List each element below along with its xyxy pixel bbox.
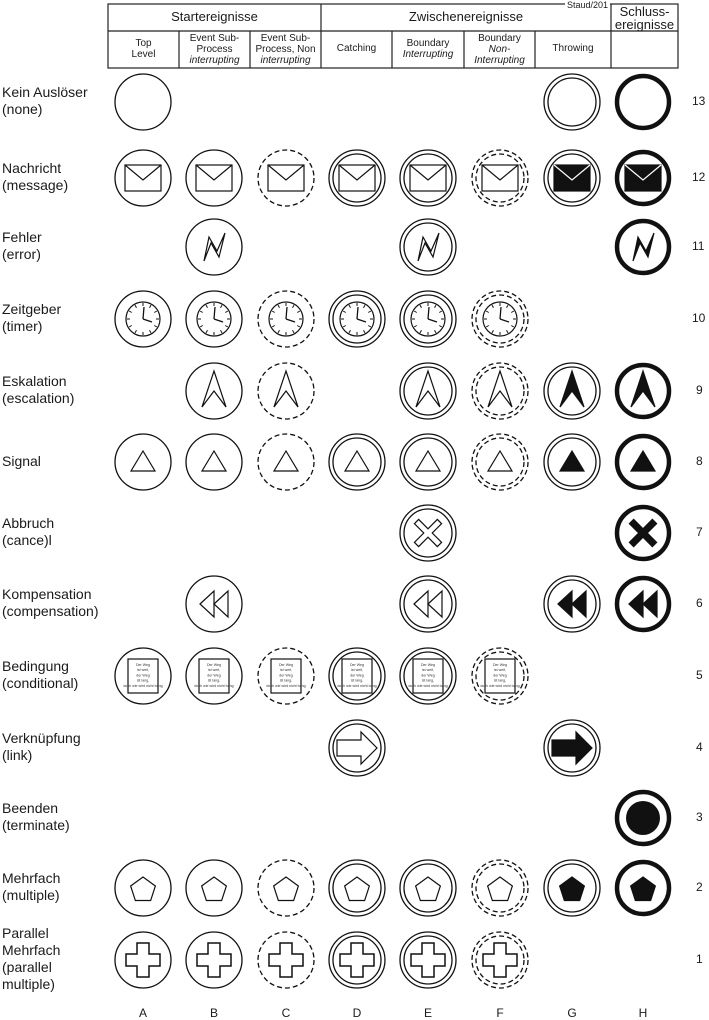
row-label-error: Fehler (error) — [2, 229, 42, 262]
conditional-text: der Weg — [350, 673, 364, 678]
subheader-line: Event Sub- — [189, 33, 240, 44]
row-label-conditional: Bedingung (conditional) — [2, 658, 79, 691]
signal-start-event-A — [115, 434, 171, 490]
multiple-start-event-A — [115, 860, 171, 916]
message-end-event-H — [617, 152, 669, 204]
column-letter: A — [138, 1006, 147, 1020]
column-subheader — [108, 38, 179, 60]
row-label-signal: Signal — [2, 452, 41, 469]
row-number: 11 — [692, 239, 705, 253]
timer-start-noninterrupting-event-C — [258, 291, 314, 347]
parallel-multiple-start-noninterrupting-event-C — [258, 932, 314, 988]
signal-start-noninterrupting-event-C — [258, 434, 314, 490]
conditional-text: ist weit, — [208, 668, 220, 673]
column-letter: G — [567, 1006, 577, 1020]
row-number: 6 — [696, 596, 703, 610]
multiple-end-event-H — [617, 862, 669, 914]
column-letter: C — [281, 1006, 291, 1020]
subheader-line: Process — [196, 44, 233, 55]
credit-label: Staud/201 — [567, 0, 609, 10]
row-number: 1 — [696, 952, 703, 966]
none-start-event-A — [115, 74, 171, 130]
message-start-event-A — [115, 150, 171, 206]
column-subheader — [179, 33, 250, 66]
conditional-text: Der Weg — [492, 663, 508, 667]
error-end-event-H — [617, 221, 669, 273]
row-label-cancel: Abbruch (cance)l — [2, 515, 55, 548]
message-start-noninterrupting-event-C — [258, 150, 314, 206]
row-number: 5 — [696, 668, 703, 682]
column-letter: H — [638, 1006, 648, 1020]
multiple-start-event-B — [186, 860, 242, 916]
compensation-intermediate-event-E — [400, 576, 456, 632]
conditional-text: ist lang, — [350, 678, 364, 683]
row-number: 4 — [696, 740, 703, 754]
terminate-end-event-H — [617, 792, 669, 844]
row-label-terminate: Beenden (terminate) — [2, 800, 70, 833]
column-letter: E — [423, 1006, 432, 1020]
conditional-text: der Weg — [279, 673, 293, 678]
link-intermediate-event-D — [329, 720, 385, 776]
escalation-intermediate-throw-event-G — [544, 363, 600, 419]
subheader-line: interrupting — [260, 55, 311, 66]
cancel-end-event-H — [617, 507, 669, 559]
parallel-multiple-intermediate-event-E — [400, 932, 456, 988]
column-subheader — [464, 33, 535, 66]
conditional-text: ist weit, — [422, 668, 434, 673]
none-intermediate-throw-event-G — [544, 74, 600, 130]
conditional-text: der Weg — [136, 673, 150, 678]
subheader-line: Boundary — [478, 33, 521, 44]
row-label-message: Nachricht (message) — [2, 160, 69, 193]
subheader-line: Interrupting — [402, 49, 454, 60]
timer-intermediate-noninterrupting-event-F — [472, 291, 528, 347]
subheader-line: Boundary — [406, 38, 450, 49]
conditional-text: ist lang, — [279, 678, 293, 683]
conditional-text: Der Weg — [420, 663, 436, 667]
escalation-intermediate-event-E — [400, 363, 456, 419]
conditional-intermediate-noninterrupting-event-F — [472, 648, 528, 704]
row-number: 10 — [692, 311, 706, 325]
column-subheader — [535, 43, 611, 54]
compensation-intermediate-throw-event-G — [544, 576, 600, 632]
subheader-line: Event Sub- — [260, 33, 311, 44]
row-label-timer: Zeitgeber (timer) — [2, 301, 62, 334]
conditional-text: doch wie wird nicht bang — [480, 683, 520, 688]
timer-start-event-B — [186, 291, 242, 347]
conditional-text: der Weg — [493, 673, 507, 678]
error-intermediate-event-E — [400, 219, 456, 275]
row-label-parallel-multiple: Parallel Mehrfach (parallel multiple) — [2, 925, 61, 992]
signal-intermediate-noninterrupting-event-F — [472, 434, 528, 490]
row-label-escalation: Eskalation (escalation) — [2, 373, 75, 406]
subheader-line: Top — [135, 38, 152, 49]
subheader-line: Throwing — [552, 43, 594, 54]
timer-intermediate-event-D — [329, 291, 385, 347]
message-start-event-B — [186, 150, 242, 206]
parallel-multiple-start-event-A — [115, 932, 171, 988]
subheader-line: Process, Non — [255, 44, 316, 55]
link-intermediate-throw-event-G — [544, 720, 600, 776]
column-subheader — [321, 43, 392, 54]
conditional-text: ist weit, — [494, 668, 506, 673]
row-label-none: Kein Auslöser (none) — [2, 84, 88, 117]
conditional-text: ist weit, — [351, 668, 363, 673]
cancel-intermediate-event-E — [400, 505, 456, 561]
subheader-line: Interrupting — [474, 55, 525, 66]
conditional-text: doch wie wird nicht bang — [337, 683, 377, 688]
row-label-link: Verknüpfung (link) — [2, 730, 81, 763]
conditional-intermediate-event-E — [400, 648, 456, 704]
row-label-multiple: Mehrfach (multiple) — [2, 870, 61, 903]
conditional-intermediate-event-D — [329, 648, 385, 704]
subheader-line: interrupting — [189, 55, 240, 66]
row-number: 7 — [696, 525, 703, 539]
row-number: 8 — [696, 454, 703, 468]
conditional-text: doch wie wird nicht bang — [194, 683, 234, 688]
row-number: 13 — [692, 94, 706, 108]
subheader-line: Catching — [336, 43, 377, 54]
escalation-intermediate-noninterrupting-event-F — [472, 363, 528, 419]
conditional-text: Der Weg — [349, 663, 365, 667]
timer-start-event-A — [115, 291, 171, 347]
message-intermediate-event-D — [329, 150, 385, 206]
signal-intermediate-throw-event-G — [544, 434, 600, 490]
multiple-start-noninterrupting-event-C — [258, 860, 314, 916]
message-intermediate-noninterrupting-event-F — [472, 150, 528, 206]
multiple-intermediate-throw-event-G — [544, 860, 600, 916]
message-intermediate-event-E — [400, 150, 456, 206]
column-subheader — [250, 33, 321, 66]
row-number: 12 — [692, 170, 706, 184]
signal-intermediate-event-D — [329, 434, 385, 490]
signal-intermediate-event-E — [400, 434, 456, 490]
compensation-start-event-B — [186, 576, 242, 632]
multiple-intermediate-noninterrupting-event-F — [472, 860, 528, 916]
conditional-text: ist lang, — [207, 678, 221, 683]
none-end-event-H — [617, 76, 669, 128]
message-intermediate-throw-event-G — [544, 150, 600, 206]
conditional-text: doch wie wird nicht bang — [408, 683, 448, 688]
parallel-multiple-intermediate-noninterrupting-event-F — [472, 932, 528, 988]
conditional-text: ist weit, — [137, 668, 149, 673]
conditional-text: ist lang, — [493, 678, 507, 683]
column-letter: B — [209, 1006, 218, 1020]
conditional-text: der Weg — [421, 673, 435, 678]
parallel-multiple-start-event-B — [186, 932, 242, 988]
group-header: Schluss- ereignisse — [614, 4, 675, 32]
escalation-end-event-H — [617, 365, 669, 417]
column-letter: D — [352, 1006, 362, 1020]
group-header: Startereignisse — [171, 9, 258, 24]
row-number: 9 — [696, 383, 703, 397]
compensation-end-event-H — [617, 578, 669, 630]
timer-intermediate-event-E — [400, 291, 456, 347]
escalation-start-noninterrupting-event-C — [258, 363, 314, 419]
row-number: 2 — [696, 880, 703, 894]
group-header: Zwischenereignisse — [408, 9, 524, 24]
conditional-text: ist lang, — [136, 678, 150, 683]
multiple-intermediate-event-E — [400, 860, 456, 916]
error-start-event-B — [186, 219, 242, 275]
conditional-text: doch wie wird nicht bang — [123, 683, 163, 688]
subheader-line: Non- — [488, 44, 511, 55]
conditional-start-noninterrupting-event-C — [258, 648, 314, 704]
conditional-text: Der Weg — [135, 663, 151, 667]
conditional-start-event-A — [115, 648, 171, 704]
column-letter: F — [496, 1006, 504, 1020]
conditional-text: Der Weg — [206, 663, 222, 667]
row-label-compensation: Kompensation (compensation) — [2, 586, 99, 619]
conditional-text: doch wie wird nicht bang — [266, 683, 306, 688]
conditional-start-event-B — [186, 648, 242, 704]
conditional-text: ist lang, — [421, 678, 435, 683]
row-number: 3 — [696, 810, 703, 824]
signal-end-event-H — [617, 436, 669, 488]
signal-start-event-B — [186, 434, 242, 490]
parallel-multiple-intermediate-event-D — [329, 932, 385, 988]
column-subheader — [392, 38, 464, 60]
multiple-intermediate-event-D — [329, 860, 385, 916]
conditional-text: ist weit, — [280, 668, 292, 673]
conditional-text: der Weg — [207, 673, 221, 678]
subheader-line: Level — [131, 49, 156, 60]
conditional-text: Der Weg — [278, 663, 294, 667]
escalation-start-event-B — [186, 363, 242, 419]
